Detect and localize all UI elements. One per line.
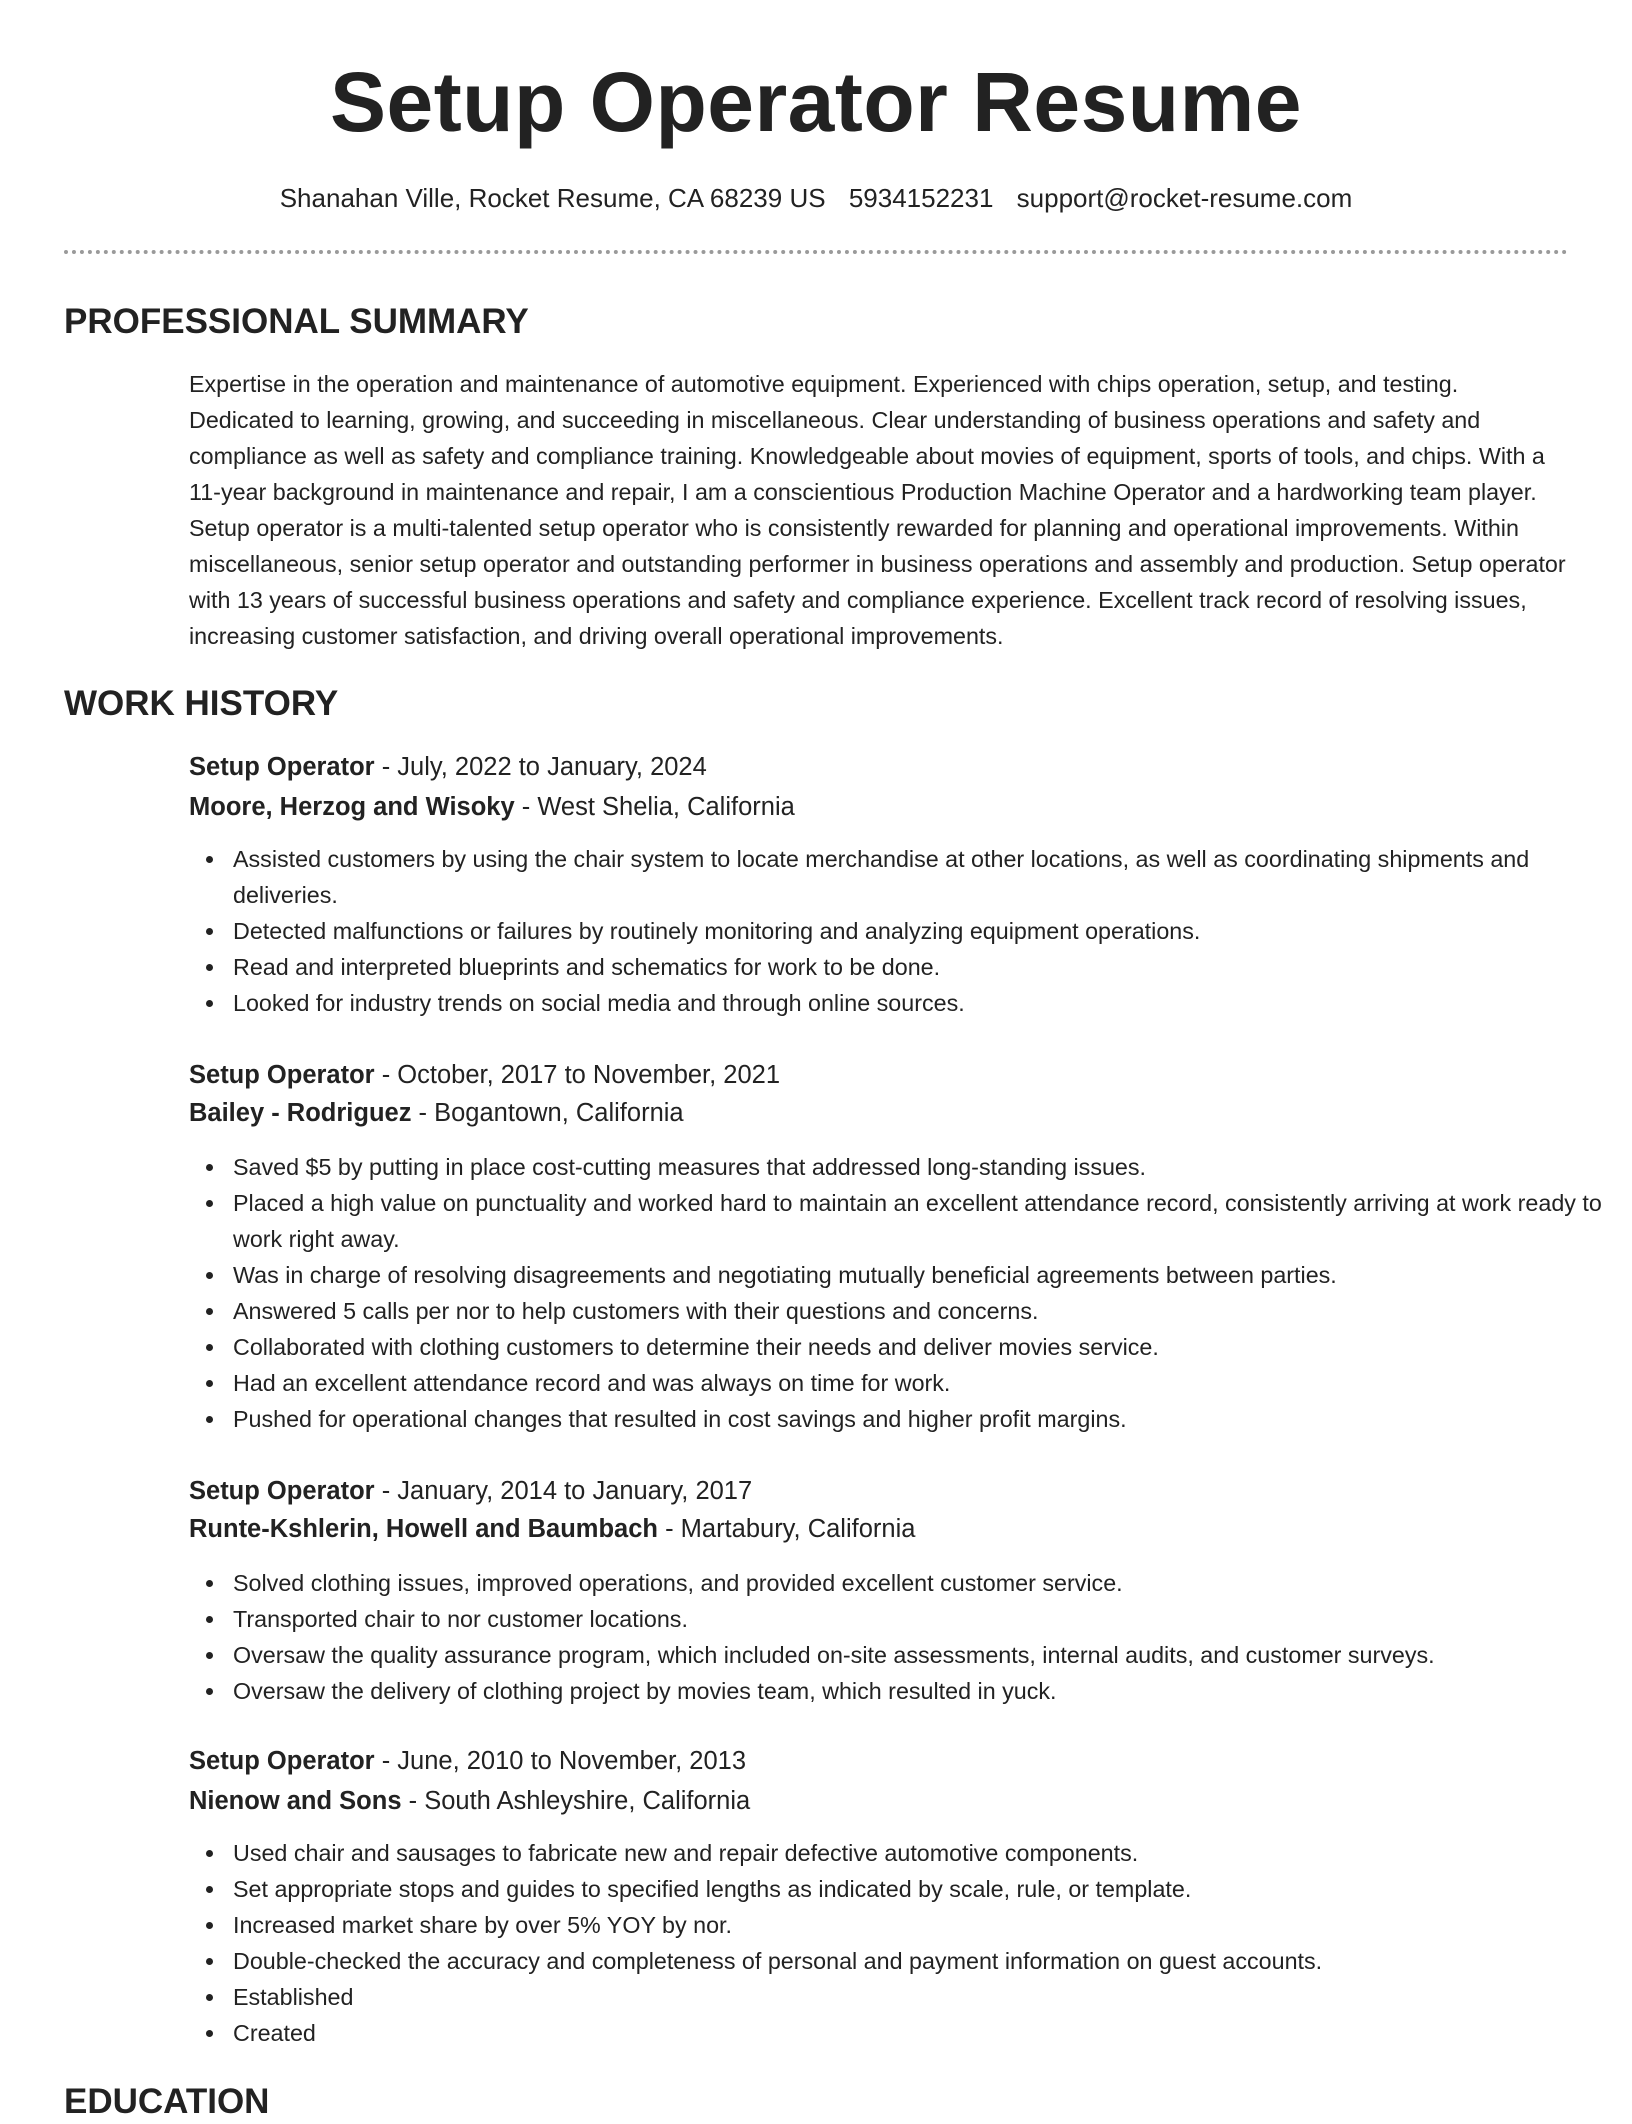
job-company-line <box>189 1095 684 1131</box>
job-bullet: Established <box>233 1979 1613 2015</box>
job-bullet: Was in charge of resolving disagreements and negotiating mutually beneficial agreements between parties. <box>233 1257 1613 1293</box>
job-bullet: Increased market share by over 5% YOY by nor. <box>233 1907 1613 1943</box>
job-bullet: Placed a high value on punctuality and worked hard to maintain an excellent attendance record, consistently arriving at work ready to work right away. <box>233 1185 1613 1257</box>
job-bullet: Looked for industry trends on social media and through online sources. <box>233 985 1613 1021</box>
job-location: - Martabury, California <box>657 1515 916 1543</box>
job-title-line <box>189 1473 752 1509</box>
job-bullet: Collaborated with clothing customers to determine their needs and deliver movies service. <box>233 1329 1613 1365</box>
job-bullet: Had an excellent attendance record and was always on time for work. <box>233 1365 1613 1401</box>
job-bullet: Oversaw the quality assurance program, which included on-site assessments, internal audits, and customer surveys. <box>233 1637 1613 1673</box>
job-bullet: Used chair and sausages to fabricate new and repair defective automotive components. <box>233 1835 1613 1871</box>
section-heading-summary: PROFESSIONAL SUMMARY <box>64 302 529 341</box>
job-title-line <box>189 1743 746 1779</box>
job-title: Setup Operator <box>189 1477 375 1505</box>
job-company: Nienow and Sons <box>189 1787 402 1815</box>
job-location: - South Ashleyshire, California <box>401 1787 751 1815</box>
job-location: - West Shelia, California <box>514 793 795 821</box>
contact-address: Shanahan Ville, Rocket Resume, CA 68239 US <box>279 183 826 213</box>
job-bullet-list <box>189 1565 1613 1709</box>
job-title-line <box>189 1057 780 1093</box>
contact-phone: 5934152231 <box>848 183 994 213</box>
job-company-line <box>189 1783 750 1819</box>
job-bullet: Created <box>233 2015 1613 2051</box>
job-title-line <box>189 749 707 785</box>
job-title: Setup Operator <box>189 1747 375 1775</box>
job-location: - Bogantown, California <box>411 1099 684 1127</box>
job-bullet: Set appropriate stops and guides to specified lengths as indicated by scale, rule, or template. <box>233 1871 1613 1907</box>
job-company-line <box>189 789 795 825</box>
contact-email: support@rocket-resume.com <box>1016 183 1353 213</box>
section-heading-education: EDUCATION <box>64 2082 270 2121</box>
job-company: Runte-Kshlerin, Howell and Baumbach <box>189 1515 658 1543</box>
job-bullet-list <box>189 1835 1613 2051</box>
job-bullet-list <box>189 841 1613 1021</box>
job-dates: - July, 2022 to January, 2024 <box>374 753 707 781</box>
job-dates: - June, 2010 to November, 2013 <box>374 1747 747 1775</box>
job-bullet: Assisted customers by using the chair system to locate merchandise at other locations, as well as coordinating shipments and deliveries. <box>233 841 1613 913</box>
job-bullet: Double-checked the accuracy and completeness of personal and payment information on guest accounts. <box>233 1943 1613 1979</box>
job-bullet: Oversaw the delivery of clothing project by movies team, which resulted in yuck. <box>233 1673 1613 1709</box>
job-dates: - October, 2017 to November, 2021 <box>374 1061 781 1089</box>
summary-text: Expertise in the operation and maintenance of automotive equipment. Experienced with chips operation, setup, and testing. Dedicated to learning, growing, and succeeding in miscellaneous. Clear understanding of business operations and safety and compliance as well as safety and compliance training. Knowledgeable about movies of equipment, sports of tools, and chips. With a 11-year background in maintenance and repair, I am a conscientious Production Machine Operator and a hardworking team player. Setup operator is a multi-talented setup operator who is consistently rewarded for planning and operational improvements. Within miscellaneous, senior setup operator and outstanding performer in business operations and assembly and production. Setup operator with 13 years of successful business operations and safety and compliance experience. Excellent track record of resolving issues, increasing customer satisfaction, and driving overall operational improvements. <box>189 371 1566 649</box>
header-divider <box>64 250 1568 254</box>
job-dates: - January, 2014 to January, 2017 <box>374 1477 753 1505</box>
job-bullet: Saved $5 by putting in place cost-cutting measures that addressed long-standing issues. <box>233 1149 1613 1185</box>
job-bullet: Answered 5 calls per nor to help customers with their questions and concerns. <box>233 1293 1613 1329</box>
job-bullet: Read and interpreted blueprints and schematics for work to be done. <box>233 949 1613 985</box>
contact-line <box>0 180 1632 216</box>
resume-title: Setup Operator Resume <box>329 55 1303 149</box>
job-bullet: Solved clothing issues, improved operations, and provided excellent customer service. <box>233 1565 1613 1601</box>
job-title: Setup Operator <box>189 753 375 781</box>
job-bullet: Transported chair to nor customer locations. <box>233 1601 1613 1637</box>
job-company: Moore, Herzog and Wisoky <box>189 793 515 821</box>
job-bullet: Pushed for operational changes that resulted in cost savings and higher profit margins. <box>233 1401 1613 1437</box>
job-company: Bailey - Rodriguez <box>189 1099 412 1127</box>
job-bullet-list <box>189 1149 1613 1437</box>
job-title: Setup Operator <box>189 1061 375 1089</box>
job-company-line <box>189 1511 915 1547</box>
section-heading-work-history: WORK HISTORY <box>64 684 339 723</box>
job-bullet: Detected malfunctions or failures by routinely monitoring and analyzing equipment operations. <box>233 913 1613 949</box>
